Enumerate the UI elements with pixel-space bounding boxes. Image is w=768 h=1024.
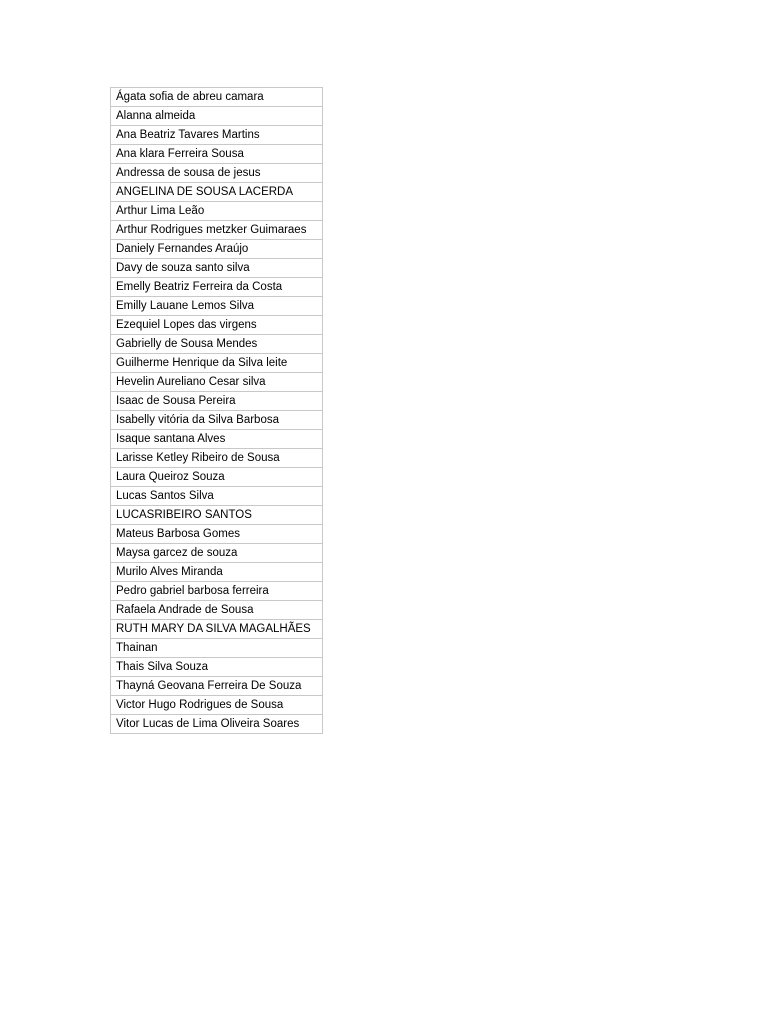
name-cell: Larisse Ketley Ribeiro de Sousa — [111, 449, 323, 468]
name-cell: Ezequiel Lopes das virgens — [111, 316, 323, 335]
name-cell: Isabelly vitória da Silva Barbosa — [111, 411, 323, 430]
table-row — [111, 202, 323, 221]
table-row — [111, 316, 323, 335]
table-row — [111, 525, 323, 544]
table-row — [111, 468, 323, 487]
name-cell: ANGELINA DE SOUSA LACERDA — [111, 183, 323, 202]
name-cell: Isaac de Sousa Pereira — [111, 392, 323, 411]
table-row — [111, 335, 323, 354]
table-row — [111, 677, 323, 696]
names-table-body — [111, 88, 323, 734]
table-row — [111, 582, 323, 601]
table-row — [111, 278, 323, 297]
table-row — [111, 354, 323, 373]
name-cell: Arthur Lima Leão — [111, 202, 323, 221]
table-row — [111, 639, 323, 658]
table-row — [111, 430, 323, 449]
name-cell: Pedro gabriel barbosa ferreira — [111, 582, 323, 601]
table-row — [111, 620, 323, 639]
name-cell: Lucas Santos Silva — [111, 487, 323, 506]
name-cell: Murilo Alves Miranda — [111, 563, 323, 582]
table-row — [111, 297, 323, 316]
table-row — [111, 88, 323, 107]
name-cell: Daniely Fernandes Araújo — [111, 240, 323, 259]
name-cell: Hevelin Aureliano Cesar silva — [111, 373, 323, 392]
name-cell: RUTH MARY DA SILVA MAGALHÃES — [111, 620, 323, 639]
table-row — [111, 392, 323, 411]
name-cell: Davy de souza santo silva — [111, 259, 323, 278]
table-row — [111, 373, 323, 392]
name-cell: Rafaela Andrade de Sousa — [111, 601, 323, 620]
table-row — [111, 411, 323, 430]
name-cell: Arthur Rodrigues metzker Guimaraes — [111, 221, 323, 240]
name-cell: Guilherme Henrique da Silva leite — [111, 354, 323, 373]
name-cell: Isaque santana Alves — [111, 430, 323, 449]
table-row — [111, 658, 323, 677]
name-cell: Maysa garcez de souza — [111, 544, 323, 563]
table-row — [111, 164, 323, 183]
table-row — [111, 715, 323, 734]
table-row — [111, 449, 323, 468]
table-row — [111, 183, 323, 202]
names-table — [110, 87, 323, 734]
name-cell: Alanna almeida — [111, 107, 323, 126]
table-row — [111, 506, 323, 525]
name-cell: LUCASRIBEIRO SANTOS — [111, 506, 323, 525]
name-cell: Emilly Lauane Lemos Silva — [111, 297, 323, 316]
name-cell: Ana Beatriz Tavares Martins — [111, 126, 323, 145]
name-cell: Ana klara Ferreira Sousa — [111, 145, 323, 164]
name-cell: Thais Silva Souza — [111, 658, 323, 677]
table-row — [111, 696, 323, 715]
name-cell: Victor Hugo Rodrigues de Sousa — [111, 696, 323, 715]
table-row — [111, 601, 323, 620]
name-cell: Emelly Beatriz Ferreira da Costa — [111, 278, 323, 297]
table-row — [111, 563, 323, 582]
name-cell: Vitor Lucas de Lima Oliveira Soares — [111, 715, 323, 734]
table-row — [111, 126, 323, 145]
table-row — [111, 487, 323, 506]
name-cell: Laura Queiroz Souza — [111, 468, 323, 487]
name-cell: Thayná Geovana Ferreira De Souza — [111, 677, 323, 696]
name-cell: Thainan — [111, 639, 323, 658]
table-row — [111, 221, 323, 240]
name-cell: Ágata sofia de abreu camara — [111, 88, 323, 107]
name-cell: Mateus Barbosa Gomes — [111, 525, 323, 544]
table-row — [111, 240, 323, 259]
table-row — [111, 544, 323, 563]
table-row — [111, 145, 323, 164]
name-cell: Andressa de sousa de jesus — [111, 164, 323, 183]
table-row — [111, 259, 323, 278]
table-row — [111, 107, 323, 126]
name-cell: Gabrielly de Sousa Mendes — [111, 335, 323, 354]
